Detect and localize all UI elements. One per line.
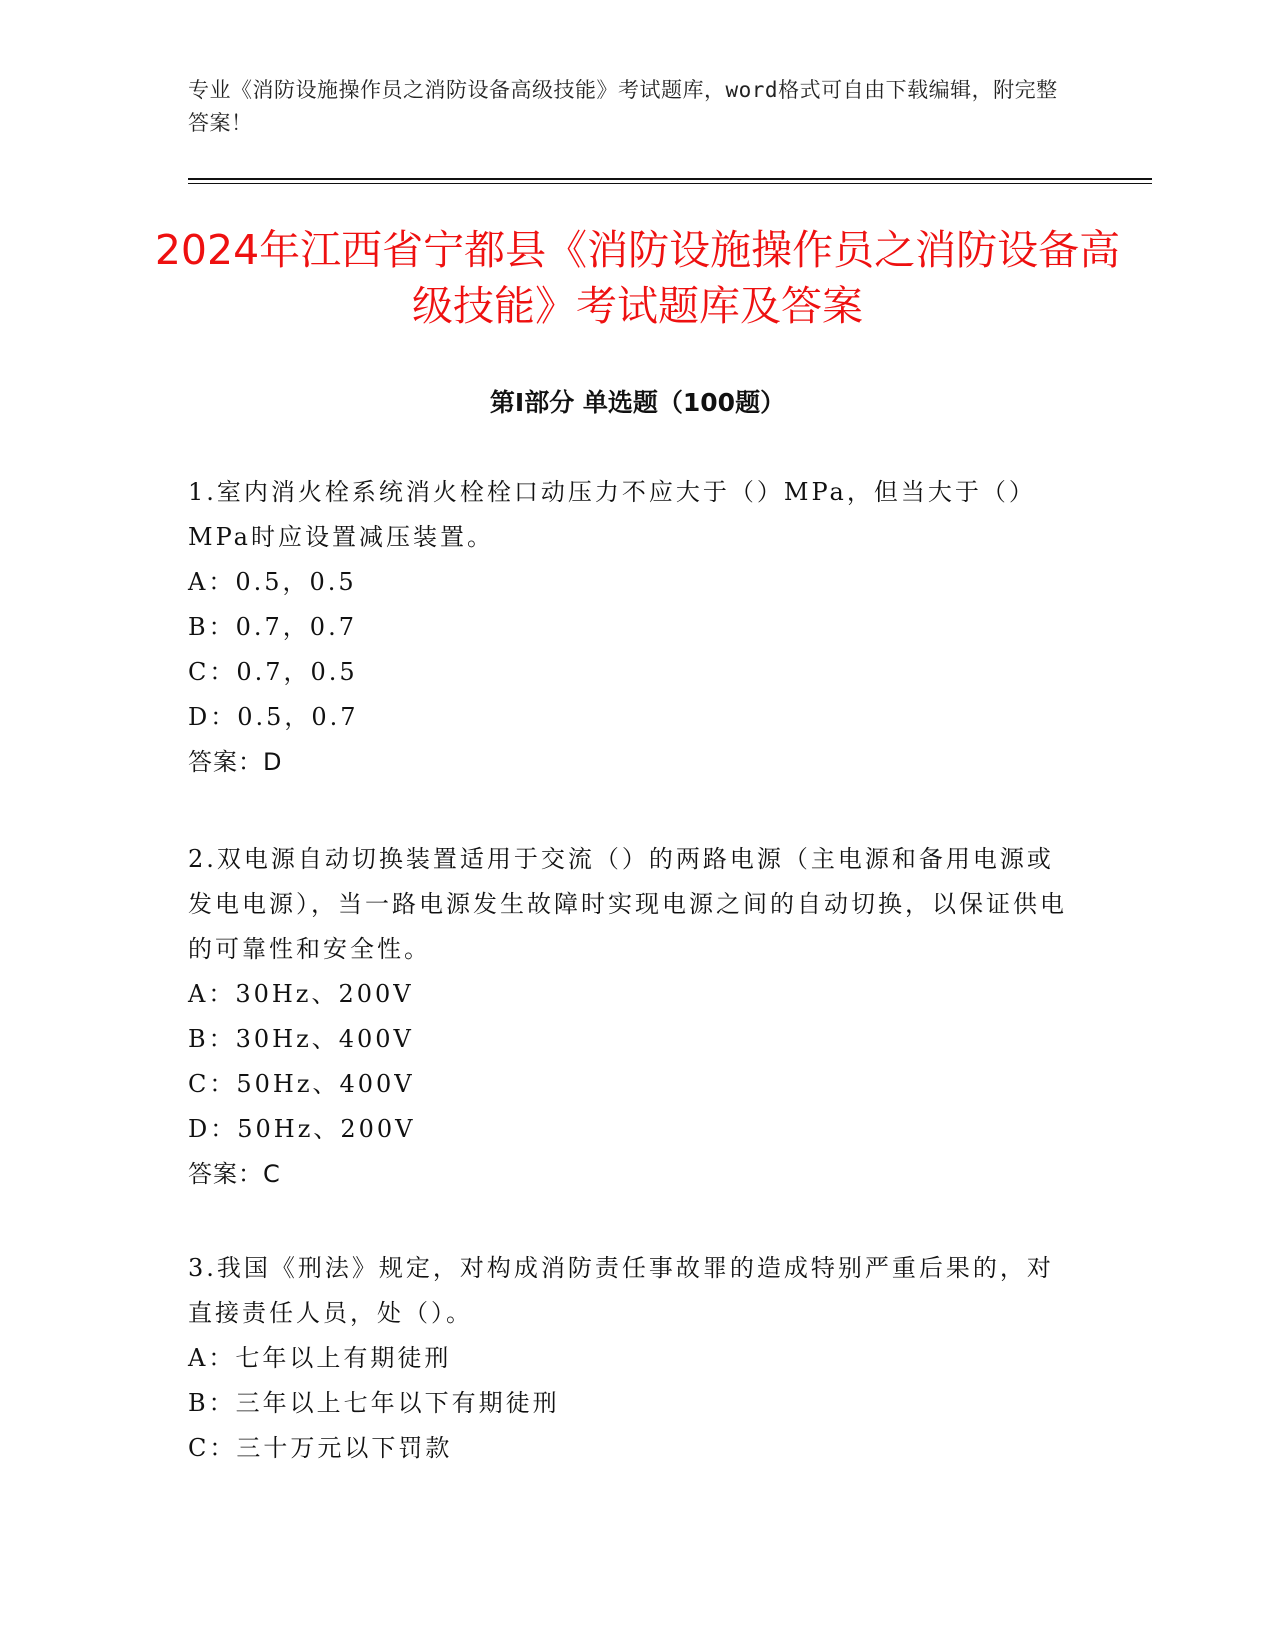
- question-1: [188, 470, 1068, 785]
- header-note: 专业《消防设施操作员之消防设备高级技能》考试题库，word格式可自由下载编辑，附完整答案！: [188, 78, 1058, 135]
- section-title: 第Ⅰ部分 单选题（100题）: [489, 388, 786, 417]
- question-stem: 3.我国《刑法》规定，对构成消防责任事故罪的造成特别严重后果的，对直接责任人员，处（）。: [188, 1254, 1054, 1327]
- header-divider-thin: [188, 183, 1152, 184]
- document-title: 2024年江西省宁都县《消防设施操作员之消防设备高级技能》考试题库及答案: [154, 226, 1121, 330]
- option-a: A：30Hz、200V: [188, 980, 414, 1008]
- option-b: B：30Hz、400V: [188, 1025, 414, 1053]
- question-stem: 1.室内消火栓系统消火栓栓口动压力不应大于（）MPa，但当大于（）MPa时应设置减压装置。: [188, 478, 1036, 551]
- option-d: D：50Hz、200V: [188, 1115, 416, 1143]
- question-2: [188, 837, 1068, 1197]
- header-divider-thick: [188, 178, 1152, 180]
- option-b: B：0.7，0.7: [188, 613, 357, 641]
- option-c: C：50Hz、400V: [188, 1070, 415, 1098]
- option-c: C：0.7，0.5: [188, 658, 358, 686]
- option-a: A：0.5，0.5: [188, 568, 357, 596]
- option-b: B：三年以上七年以下有期徒刑: [188, 1389, 560, 1417]
- question-3: [188, 1246, 1068, 1471]
- answer: 答案：C: [188, 1160, 281, 1188]
- option-d: D：0.5，0.7: [188, 703, 359, 731]
- question-stem: 2.双电源自动切换装置适用于交流（）的两路电源（主电源和备用电源或发电电源），当一路电源发生故障时实现电源之间的自动切换，以保证供电的可靠性和安全性。: [188, 845, 1067, 963]
- option-a: A：七年以上有期徒刑: [188, 1344, 452, 1372]
- option-c: C：三十万元以下罚款: [188, 1434, 453, 1462]
- answer: 答案：D: [188, 748, 283, 776]
